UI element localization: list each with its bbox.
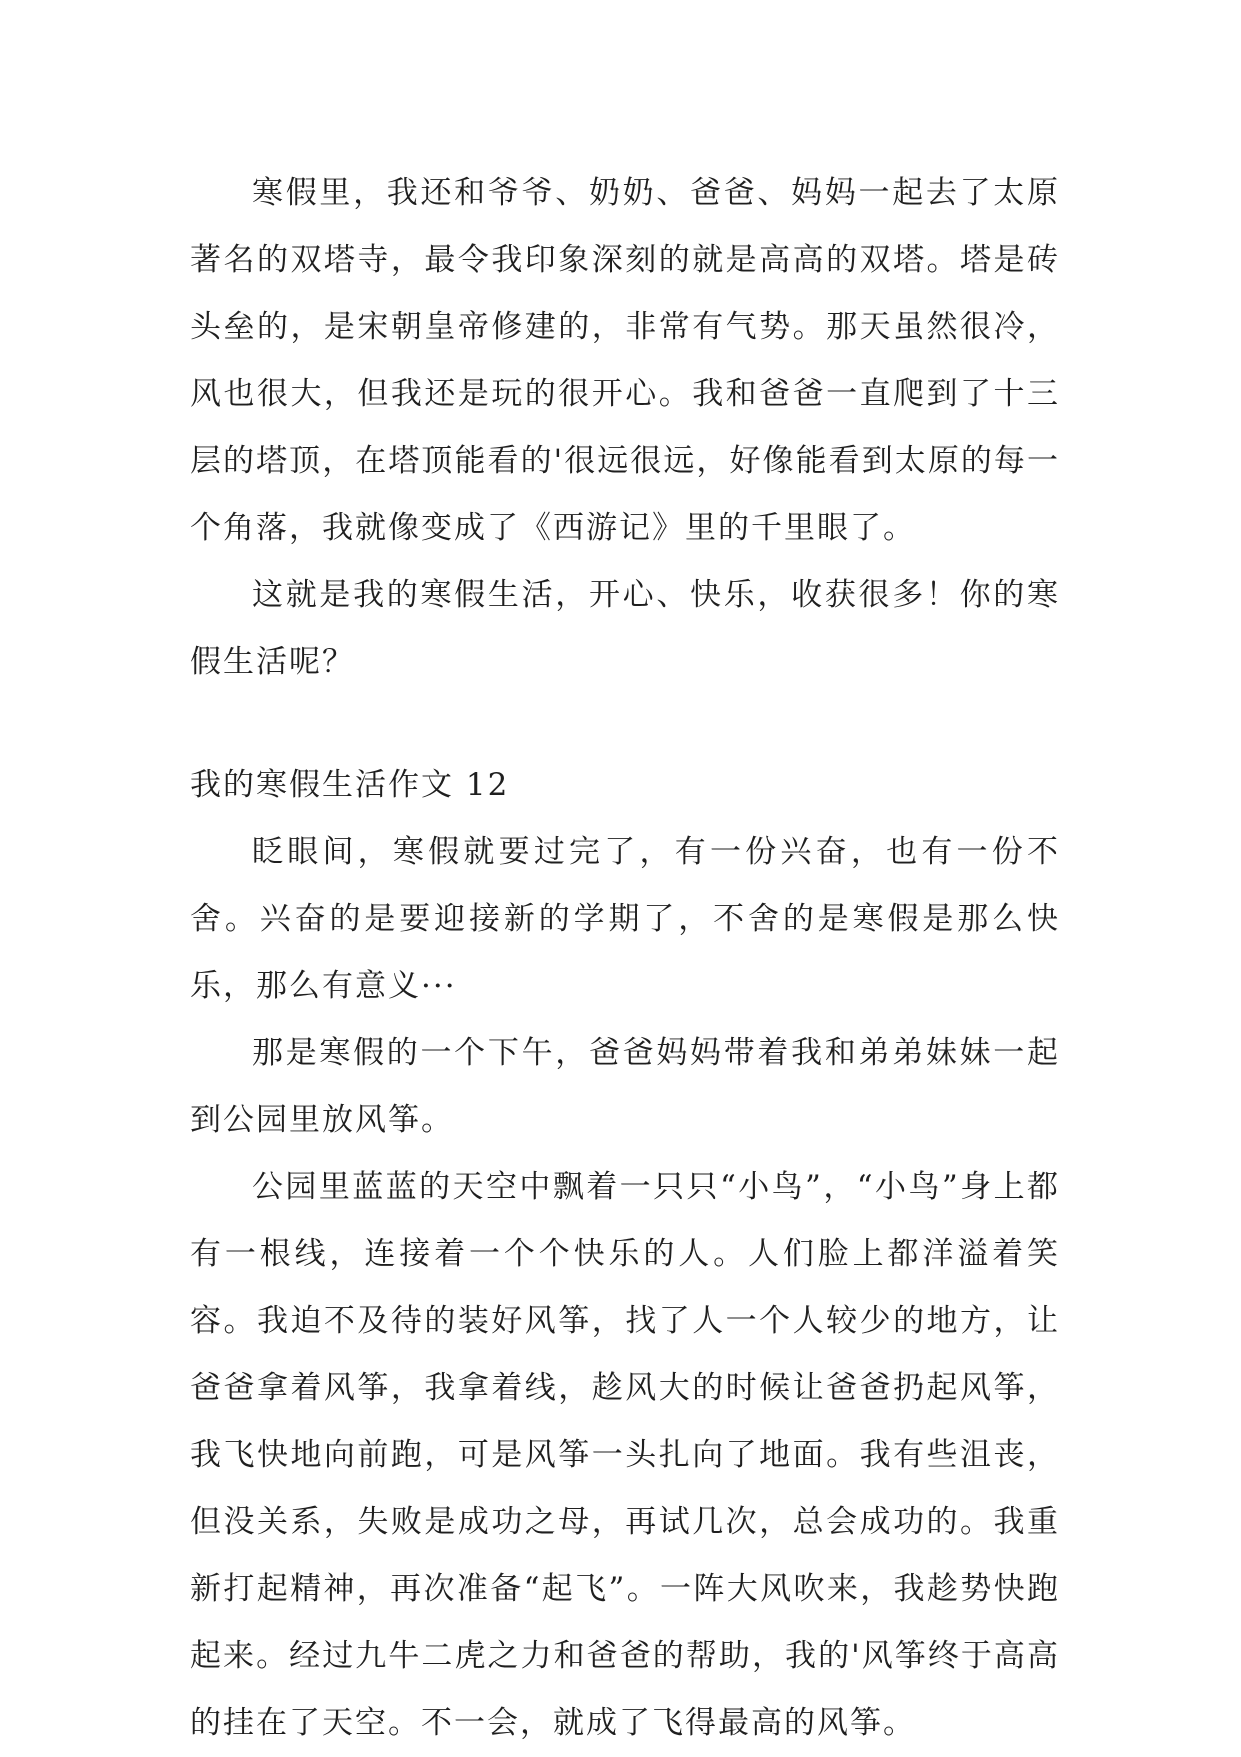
paragraph-intro: 眨眼间，寒假就要过完了，有一份兴奋，也有一份不舍。兴奋的是要迎接新的学期了，不舍的是寒假是那么快乐，那么有意义··· [190, 834, 1060, 1004]
paragraph-conclusion: 这就是我的寒假生活，开心、快乐，收获很多！你的寒假生活呢？ [190, 577, 1060, 680]
section-spacer [190, 696, 1060, 752]
paragraph-park-trip: 那是寒假的一个下午，爸爸妈妈带着我和弟弟妹妹一起到公园里放风筝。 [190, 1035, 1060, 1138]
paragraph-kite-flying: 公园里蓝蓝的天空中飘着一只只“小鸟”，“小鸟”身上都有一根线，连接着一个个快乐的人。人们脸上都洋溢着笑容。我迫不及待的装好风筝，找了人一个人较少的地方，让爸爸拿着风筝，我拿着线，趁风大的时候让爸爸扔起风筝，我飞快地向前跑，可是风筝一头扎向了地面。我有些沮丧，但没关系，失败是成功之母，再试几次，总会成功的。我重新打起精神，再次准备“起飞”。一阵大风吹来，我趁势快跑起来。经过九牛二虎之力和爸爸的帮助，我的'风筝终于高高的挂在了天空。不一会，就成了飞得最高的风筝。 [190, 1169, 1060, 1741]
document-body [190, 160, 1060, 1757]
paragraph-shuangta-temple: 寒假里，我还和爷爷、奶奶、爸爸、妈妈一起去了太原著名的双塔寺，最令我印象深刻的就是高高的双塔。塔是砖头垒的，是宋朝皇帝修建的，非常有气势。那天虽然很冷，风也很大，但我还是玩的很开心。我和爸爸一直爬到了十三层的塔顶，在塔顶能看的'很远很远，好像能看到太原的每一个角落，我就像变成了《西游记》里的千里眼了。 [190, 175, 1060, 546]
section-title: 我的寒假生活作文 12 [190, 767, 510, 803]
